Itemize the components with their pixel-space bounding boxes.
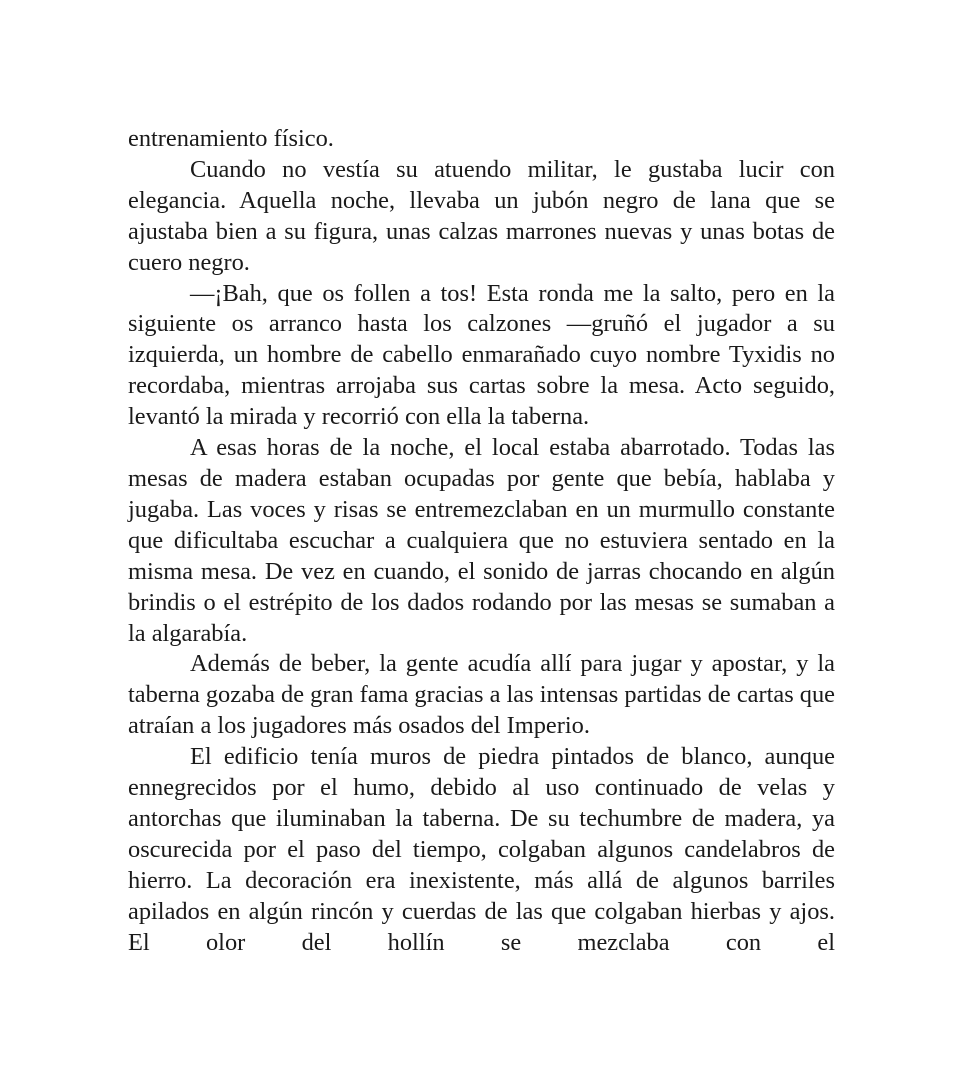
paragraph-tavern-crowd: A esas horas de la noche, el local estaba abarrotado. Todas las mesas de madera estaban ocupadas por gente que bebía, hablaba y jugaba. Las voces y risas se entremezclaban en un murmullo constante que dificultaba escuchar a cualquiera que no estuviera sentado en la misma mesa. De vez en cuando, el sonido de jarras chocando en algún brindis o el estrépito de los dados rodando por las mesas se sumaban a la algarabía. — [128, 434, 835, 647]
paragraph-building: El edificio tenía muros de piedra pintados de blanco, aunque ennegrecidos por el humo, debido al uso continuado de velas y antorchas que iluminaban la taberna. De su techumbre de madera, ya oscurecida por el paso del tiempo, colgaban algunos candelabros de hierro. La decoración era inexistente, más allá de algunos barriles apilados en algún rincón y cuerdas de las que colgaban hierbas y ajos. El olor del hollín se mezclaba con el — [128, 743, 835, 956]
paragraph-continued: entrenamiento físico. — [128, 125, 334, 152]
paragraph-attire: Cuando no vestía su atuendo militar, le gustaba lucir con elegancia. Aquella noche, llevaba un jubón negro de lana que se ajustaba bien a su figura, unas calzas marrones nuevas y unas botas de cuero negro. — [128, 155, 835, 276]
paragraph-gambling: Además de beber, la gente acudía allí para jugar y apostar, y la taberna gozaba de gran fama gracias a las intensas partidas de cartas que atraían a los jugadores más osados del Imperio. — [128, 650, 835, 740]
book-page-text — [128, 124, 835, 958]
paragraph-dialogue: —¡Bah, que os follen a tos! Esta ronda me la salto, pero en la siguiente os arranco hasta los calzones —gruñó el jugador a su izquierda, un hombre de cabello enmarañado cuyo nombre Tyxidis no recordaba, mientras arrojaba sus cartas sobre la mesa. Acto seguido, levantó la mirada y recorrió con ella la taberna. — [128, 279, 835, 431]
